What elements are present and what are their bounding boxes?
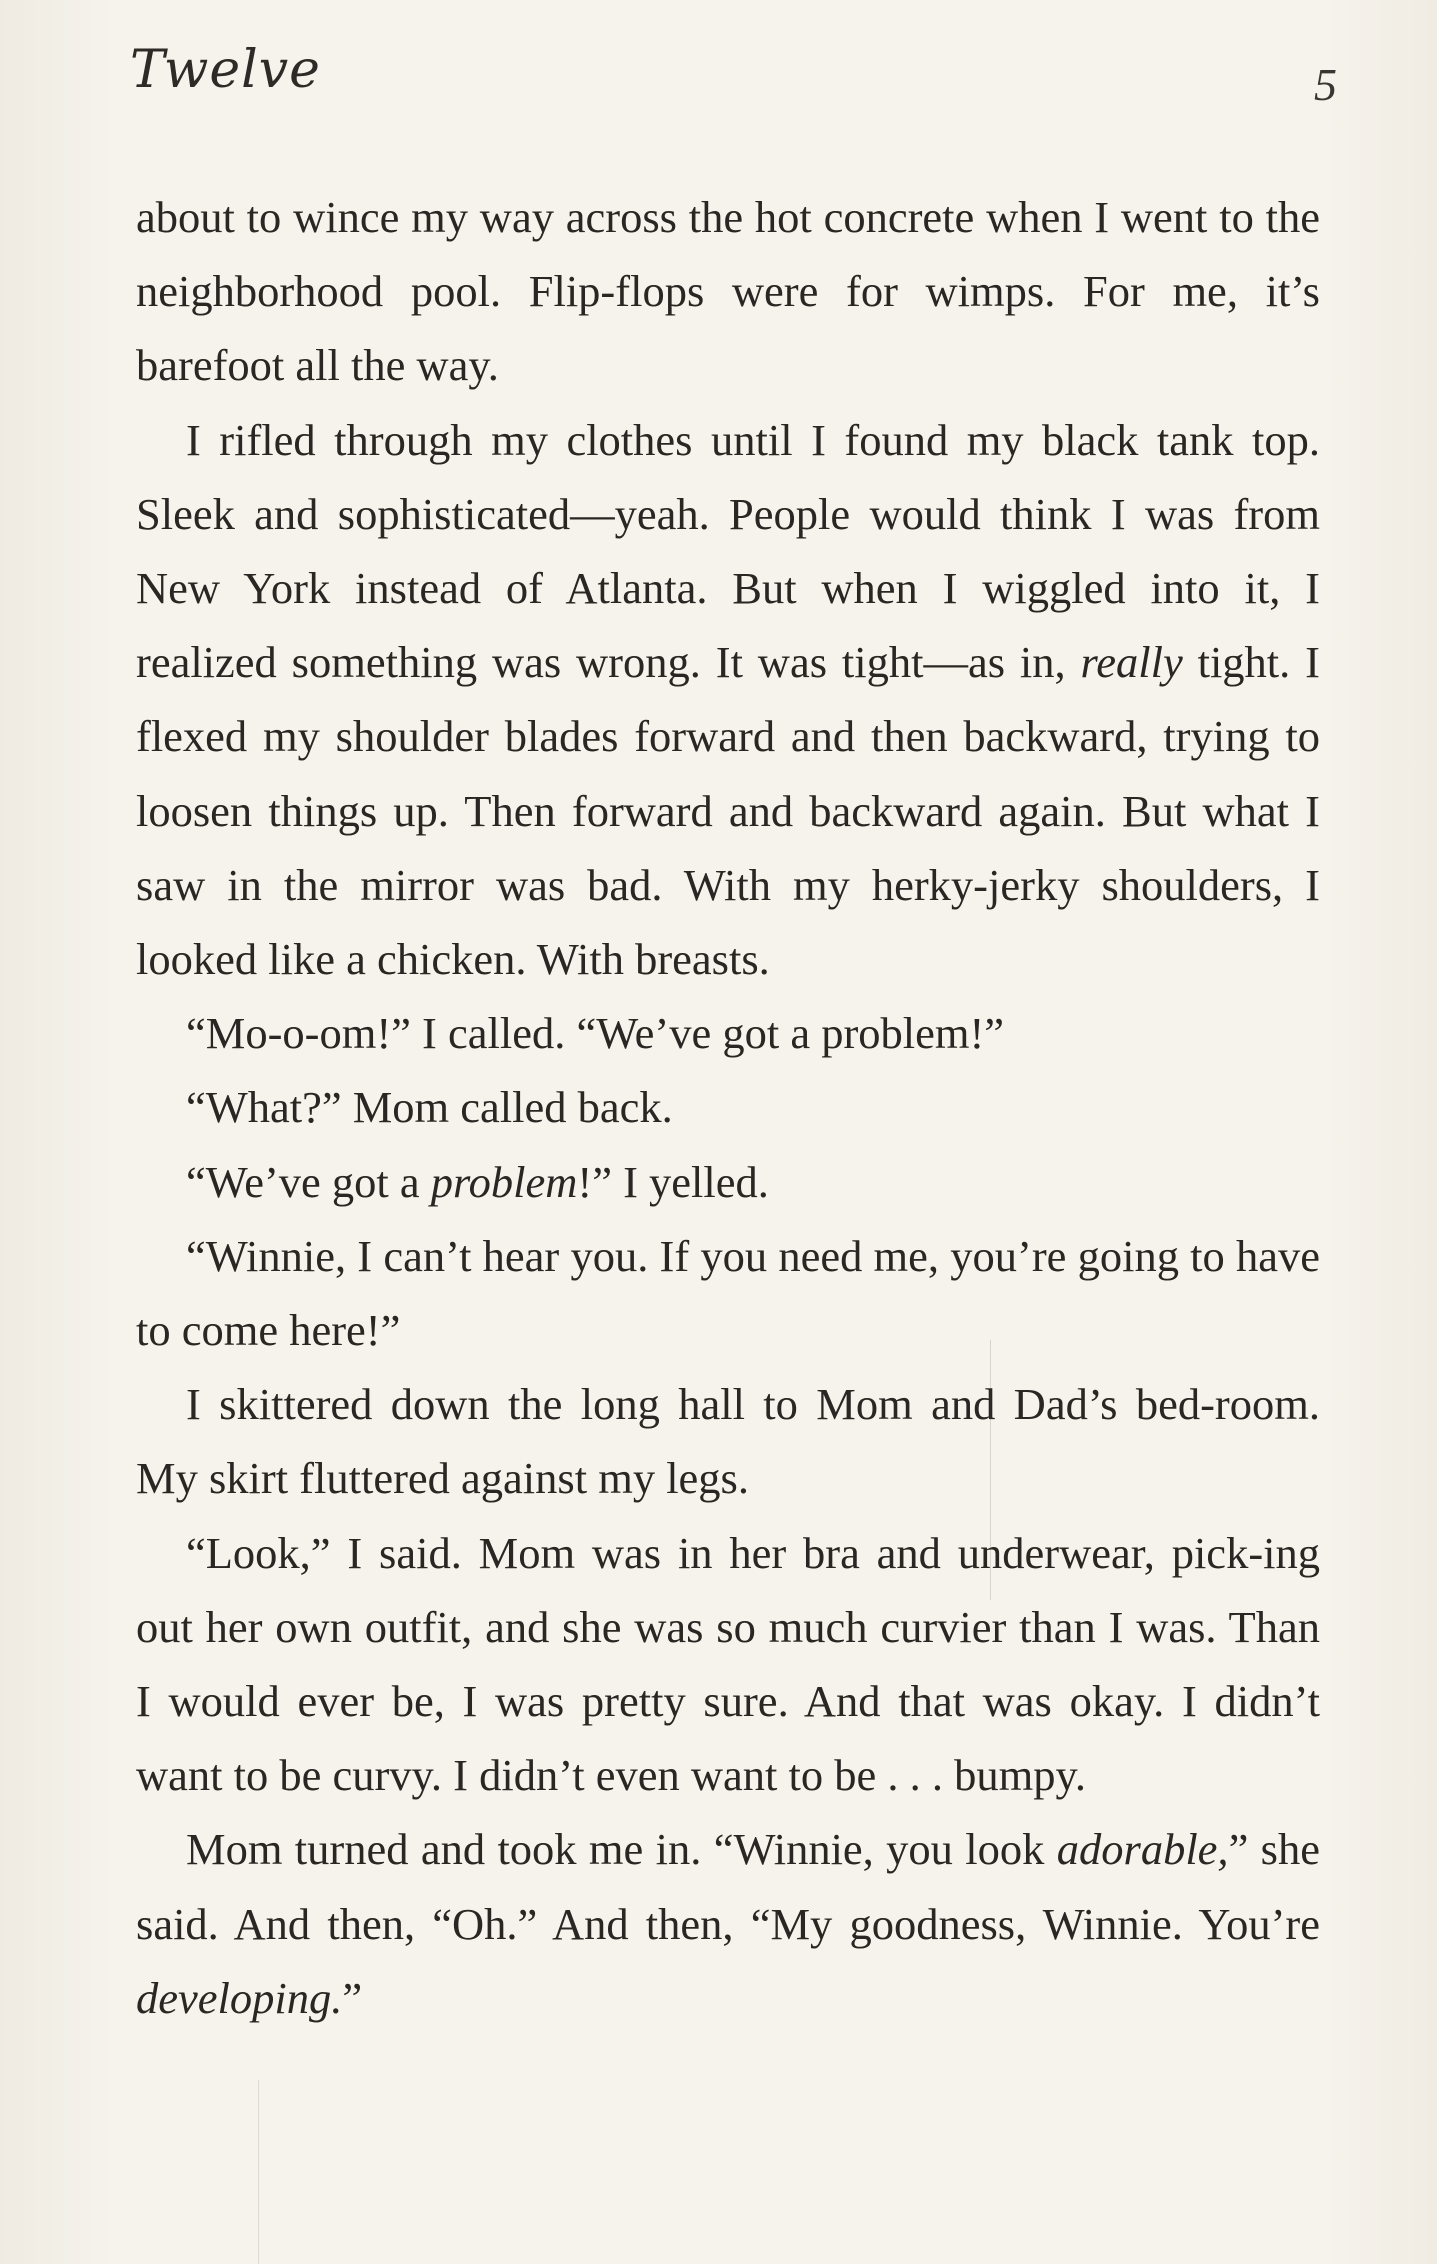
text-run: !” I yelled. bbox=[577, 1156, 769, 1207]
text-run: “Mo-o-om!” I called. “We’ve got a problem!” bbox=[186, 1008, 1005, 1059]
paragraph bbox=[136, 1367, 1320, 1515]
paragraph bbox=[136, 180, 1320, 403]
running-head: Twelve bbox=[130, 40, 321, 100]
paragraph bbox=[136, 1516, 1320, 1813]
text-run: tight. I flexed my shoulder blades forward and then backward, trying to loosen things up. Then forward and backward again. But what I saw in the mirror was bad. With my herky-jerky shoulders, I looked like a chicken. With breasts. bbox=[136, 637, 1320, 985]
emphasis-text: adorable, bbox=[1056, 1824, 1229, 1875]
text-run: about to wince my way across the hot concrete when I went to the neighborhood pool. Flip-flops were for wimps. For me, it’s barefoot all the way. bbox=[136, 192, 1320, 391]
scan-crease bbox=[990, 1340, 991, 1600]
paragraph bbox=[136, 1145, 1320, 1219]
paragraph bbox=[136, 996, 1320, 1070]
text-run: “Look,” I said. Mom was in her bra and underwear, pick-ing out her own outfit, and she was so much curvier than I was. Than I would ever be, I was pretty sure. And that was okay. I didn’t want to be curvy. I didn’t even want to be . . . bumpy. bbox=[136, 1527, 1320, 1801]
text-run: ” bbox=[342, 1972, 363, 2023]
paragraph bbox=[136, 1219, 1320, 1367]
text-run: Mom turned and took me in. “Winnie, you look bbox=[186, 1824, 1057, 1875]
text-run: “Winnie, I can’t hear you. If you need me, you’re going to have to come here!” bbox=[136, 1230, 1320, 1356]
text-run: “What?” Mom called back. bbox=[186, 1082, 673, 1133]
paragraph bbox=[136, 1812, 1320, 2035]
text-run: I rifled through my clothes until I found my black tank top. Sleek and sophisticated—yeah. People would think I was from New York instead of Atlanta. But when I wiggled into it, I realized something was wrong. It was tight—as in, bbox=[136, 414, 1320, 688]
emphasis-text: problem bbox=[430, 1156, 578, 1207]
paragraph bbox=[136, 403, 1320, 997]
text-run: I skittered down the long hall to Mom and Dad’s bed-room. My skirt fluttered against my legs. bbox=[136, 1379, 1320, 1504]
emphasis-text: really bbox=[1080, 637, 1183, 688]
text-run: ” she said. And then, “Oh.” And then, “My goodness, Winnie. You’re bbox=[136, 1824, 1320, 1949]
page-number: 5 bbox=[1314, 59, 1337, 110]
body-text bbox=[136, 180, 1320, 2035]
scan-crease bbox=[258, 2080, 259, 2264]
text-run: “We’ve got a bbox=[186, 1156, 431, 1207]
paragraph bbox=[136, 1070, 1320, 1144]
emphasis-text: developing. bbox=[136, 1972, 343, 2023]
